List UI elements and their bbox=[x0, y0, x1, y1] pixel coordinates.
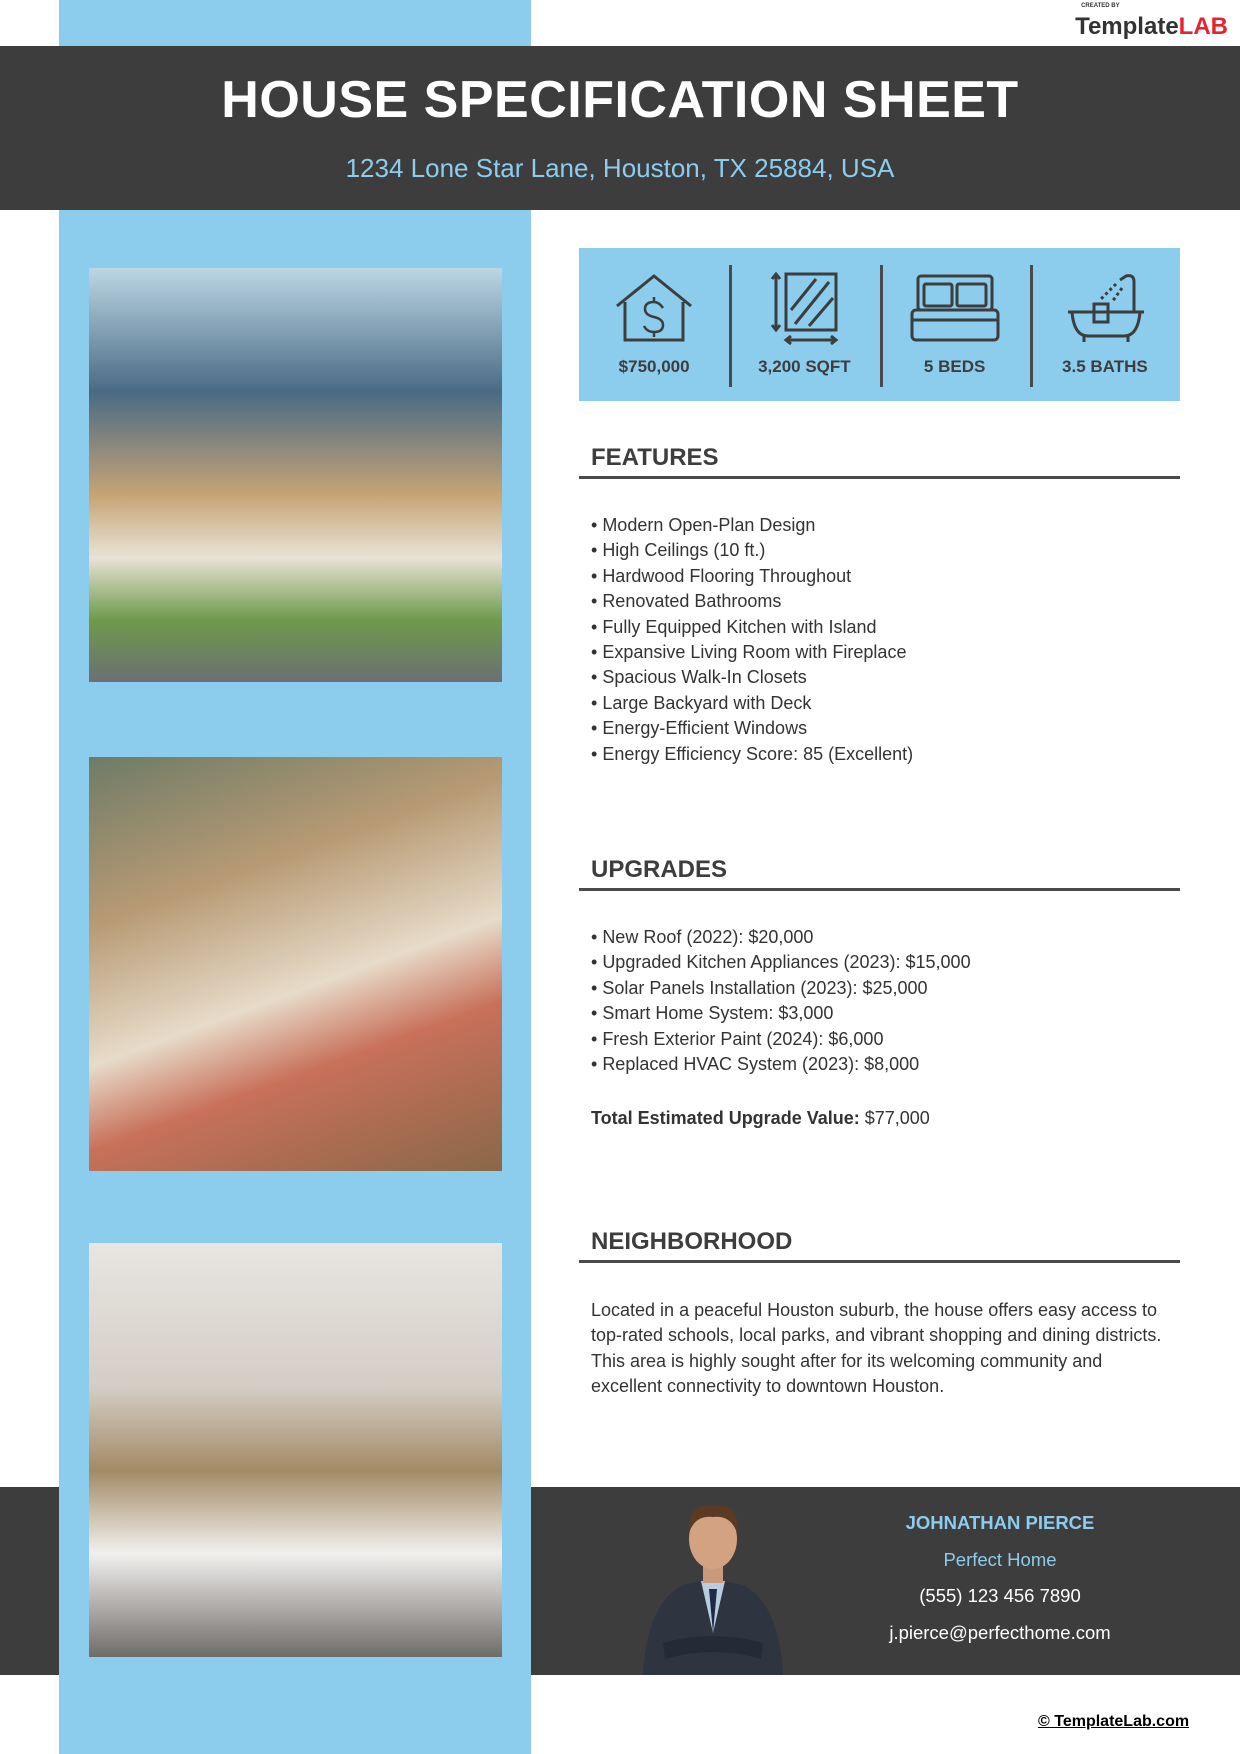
stat-beds bbox=[880, 248, 1030, 401]
neighborhood-heading: NEIGHBORHOOD bbox=[591, 1228, 793, 1255]
features-list bbox=[591, 513, 913, 767]
list-item: • New Roof (2022): $20,000 bbox=[591, 925, 971, 950]
logo-accent: LAB bbox=[1178, 13, 1228, 40]
agent-name: JOHNATHAN PIERCE bbox=[905, 1512, 1095, 1533]
stat-label: 3.5 BATHS bbox=[1062, 357, 1148, 376]
list-item: • Solar Panels Installation (2023): $25,000 bbox=[591, 976, 971, 1001]
agent-contact bbox=[860, 1505, 1140, 1651]
features-heading: FEATURES bbox=[591, 444, 719, 471]
stat-area bbox=[729, 248, 879, 401]
stat-price bbox=[579, 248, 729, 401]
upgrades-heading: UPGRADES bbox=[591, 856, 728, 883]
stat-label: $750,000 bbox=[618, 357, 690, 376]
list-item: • Replaced HVAC System (2023): $8,000 bbox=[591, 1052, 971, 1077]
page-title: HOUSE SPECIFICATION SHEET bbox=[221, 71, 1019, 129]
stat-label: 3,200 SQFT bbox=[758, 357, 851, 376]
stat-label: 5 BEDS bbox=[923, 357, 986, 376]
list-item: • Fully Equipped Kitchen with Island bbox=[591, 615, 913, 640]
agent-phone[interactable]: (555) 123 456 7890 bbox=[919, 1585, 1081, 1606]
copyright-link[interactable]: © TemplateLab.com bbox=[1038, 1713, 1190, 1730]
list-item: • Hardwood Flooring Throughout bbox=[591, 564, 913, 589]
upgrades-list bbox=[591, 925, 971, 1077]
bathroom-photo bbox=[89, 1243, 502, 1657]
total-upgrade-value bbox=[591, 1106, 930, 1130]
list-item: • Spacious Walk-In Closets bbox=[591, 665, 913, 690]
logo-created-by: CREATED BY bbox=[1081, 3, 1120, 9]
list-item: • Modern Open-Plan Design bbox=[591, 513, 913, 538]
agent-photo bbox=[643, 1493, 783, 1675]
upgrades-rule bbox=[579, 888, 1180, 891]
list-item: • Smart Home System: $3,000 bbox=[591, 1001, 971, 1026]
total-label: Total Estimated Upgrade Value: bbox=[591, 1108, 860, 1128]
templatelab-logo bbox=[1075, 2, 1228, 42]
total-value: $77,000 bbox=[864, 1108, 930, 1128]
list-item: • Fresh Exterior Paint (2024): $6,000 bbox=[591, 1027, 971, 1052]
address: 1234 Lone Star Lane, Houston, TX 25884, USA bbox=[345, 153, 895, 183]
list-item: • Energy-Efficient Windows bbox=[591, 716, 913, 741]
agent-company: Perfect Home bbox=[943, 1548, 1057, 1570]
neighborhood-text: Located in a peaceful Houston suburb, the house offers easy access to top-rated schools, local parks, and vibrant shopping and dining districts. This area is highly sought after for its welcoming community and excellent connectivity to downtown Houston. bbox=[591, 1300, 1162, 1396]
features-rule bbox=[579, 476, 1180, 479]
list-item: • Renovated Bathrooms bbox=[591, 589, 913, 614]
header-band bbox=[0, 46, 1240, 210]
list-item: • Large Backyard with Deck bbox=[591, 691, 913, 716]
list-item: • Energy Efficiency Score: 85 (Excellent) bbox=[591, 742, 913, 767]
living-room-photo bbox=[89, 757, 502, 1171]
stat-baths bbox=[1030, 248, 1180, 401]
house-exterior-photo bbox=[89, 268, 502, 682]
house-dollar-icon bbox=[609, 270, 699, 346]
logo-main: Template bbox=[1075, 13, 1179, 40]
bathtub-icon bbox=[1060, 270, 1150, 346]
stats-bar bbox=[579, 248, 1180, 401]
area-icon bbox=[759, 270, 849, 346]
neighborhood-rule bbox=[579, 1260, 1180, 1263]
bed-icon bbox=[910, 270, 1000, 346]
list-item: • High Ceilings (10 ft.) bbox=[591, 538, 913, 563]
agent-email[interactable]: j.pierce@perfecthome.com bbox=[889, 1621, 1111, 1643]
list-item: • Upgraded Kitchen Appliances (2023): $15,000 bbox=[591, 950, 971, 975]
list-item: • Expansive Living Room with Fireplace bbox=[591, 640, 913, 665]
